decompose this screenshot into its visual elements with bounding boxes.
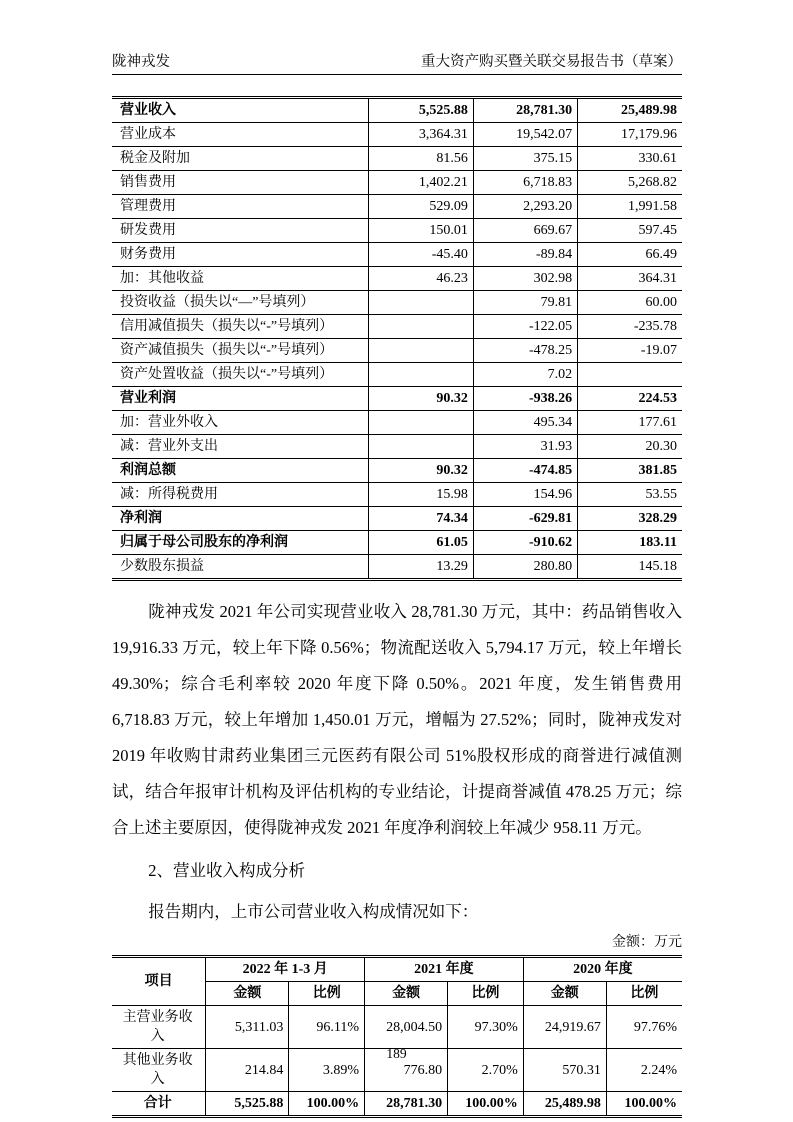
revenue-row-value: 100.00%	[606, 1092, 682, 1117]
income-row-label: 营业利润	[112, 387, 369, 411]
revenue-row-value: 100.00%	[289, 1092, 365, 1117]
income-row-label: 营业成本	[112, 123, 369, 147]
income-row	[112, 387, 682, 411]
income-row-value: 1,991.58	[578, 195, 682, 219]
revenue-row-label: 合计	[112, 1092, 206, 1117]
income-row-value: -938.26	[473, 387, 577, 411]
revenue-subheader-amount: 金额	[206, 982, 289, 1006]
unit-note: 金额：万元	[612, 935, 682, 950]
revenue-period-2021-header: 2021 年度	[365, 957, 524, 982]
income-table-body	[112, 98, 682, 580]
income-row	[112, 171, 682, 195]
revenue-composition-table	[112, 955, 682, 1118]
income-row-label: 销售费用	[112, 171, 369, 195]
income-row-value: -45.40	[369, 243, 474, 267]
revenue-row-value: 24,919.67	[523, 1006, 606, 1049]
income-row-label: 管理费用	[112, 195, 369, 219]
header-report-title: 重大资产购买暨关联交易报告书（草案）	[421, 54, 682, 70]
income-row-value: -235.78	[578, 315, 682, 339]
revenue-row-value: 3.89%	[289, 1049, 365, 1092]
revenue-row-value: 2.24%	[606, 1049, 682, 1092]
income-row	[112, 291, 682, 315]
revenue-subheader-ratio: 比例	[289, 982, 365, 1006]
income-row-value: 90.32	[369, 459, 474, 483]
revenue-row-value: 776.80	[365, 1049, 448, 1092]
income-row	[112, 531, 682, 555]
revenue-row-value: 5,311.03	[206, 1006, 289, 1049]
income-row-label: 资产处置收益（损失以“-”号填列）	[112, 363, 369, 387]
income-row-value: -478.25	[473, 339, 577, 363]
income-row-value: 25,489.98	[578, 98, 682, 123]
income-row-value: 302.98	[473, 267, 577, 291]
income-row-value: 74.34	[369, 507, 474, 531]
income-row	[112, 219, 682, 243]
revenue-subheader-ratio: 比例	[448, 982, 524, 1006]
revenue-subheader-amount: 金额	[365, 982, 448, 1006]
revenue-row-value: 28,004.50	[365, 1006, 448, 1049]
revenue-row-label: 其他业务收入	[112, 1049, 206, 1092]
revenue-subheader-amount: 金额	[523, 982, 606, 1006]
income-row	[112, 147, 682, 171]
income-row-value: 20.30	[578, 435, 682, 459]
income-row-label: 营业收入	[112, 98, 369, 123]
income-row-label: 信用减值损失（损失以“-”号填列）	[112, 315, 369, 339]
income-row-value: 53.55	[578, 483, 682, 507]
revenue-row-value: 214.84	[206, 1049, 289, 1092]
income-row-value: 28,781.30	[473, 98, 577, 123]
revenue-period-2020-header: 2020 年度	[523, 957, 682, 982]
revenue-row-value: 97.76%	[606, 1006, 682, 1049]
revenue-row-value: 570.31	[523, 1049, 606, 1092]
income-row-value: 66.49	[578, 243, 682, 267]
income-row-value	[369, 411, 474, 435]
income-row-value: 15.98	[369, 483, 474, 507]
income-row-value	[578, 363, 682, 387]
income-row-value: 224.53	[578, 387, 682, 411]
income-row-value: -910.62	[473, 531, 577, 555]
revenue-header-row-periods	[112, 957, 682, 982]
income-row-value: 3,364.31	[369, 123, 474, 147]
income-row-value: 381.85	[578, 459, 682, 483]
income-row	[112, 555, 682, 580]
income-row-label: 加：其他收益	[112, 267, 369, 291]
income-row-value: -629.81	[473, 507, 577, 531]
income-row-value: 495.34	[473, 411, 577, 435]
revenue-row-value: 2.70%	[448, 1049, 524, 1092]
revenue-row	[112, 1092, 682, 1117]
income-row-value: 6,718.83	[473, 171, 577, 195]
income-row-value: 60.00	[578, 291, 682, 315]
income-row	[112, 483, 682, 507]
income-row-value: 31.93	[473, 435, 577, 459]
income-row-value	[369, 291, 474, 315]
income-row-value	[369, 315, 474, 339]
revenue-row-value: 28,781.30	[365, 1092, 448, 1117]
income-row-value: 17,179.96	[578, 123, 682, 147]
income-row-value: 2,293.20	[473, 195, 577, 219]
income-row-value: 46.23	[369, 267, 474, 291]
income-row-label: 投资收益（损失以“—”号填列）	[112, 291, 369, 315]
income-row-value: 364.31	[578, 267, 682, 291]
income-row-label: 减：所得税费用	[112, 483, 369, 507]
revenue-row-value: 100.00%	[448, 1092, 524, 1117]
income-row-value: -474.85	[473, 459, 577, 483]
income-row-value: 597.45	[578, 219, 682, 243]
income-row	[112, 98, 682, 123]
income-row-label: 归属于母公司股东的净利润	[112, 531, 369, 555]
income-row	[112, 315, 682, 339]
header-company-name: 陇神戎发	[112, 54, 170, 70]
income-row-value: 5,525.88	[369, 98, 474, 123]
income-row	[112, 411, 682, 435]
income-row-value: 19,542.07	[473, 123, 577, 147]
page-header	[112, 50, 682, 75]
income-row-value: 150.01	[369, 219, 474, 243]
income-row-label: 利润总额	[112, 459, 369, 483]
income-row-value: 81.56	[369, 147, 474, 171]
income-statement-table	[112, 96, 682, 581]
revenue-row-value: 97.30%	[448, 1006, 524, 1049]
section-heading: 2、营业收入构成分析	[148, 861, 306, 880]
income-row-value: 13.29	[369, 555, 474, 580]
income-row-value: 1,402.21	[369, 171, 474, 195]
income-row	[112, 339, 682, 363]
income-row-value: -19.07	[578, 339, 682, 363]
income-row-value: 7.02	[473, 363, 577, 387]
income-row	[112, 243, 682, 267]
income-row	[112, 267, 682, 291]
revenue-subheader-ratio: 比例	[606, 982, 682, 1006]
revenue-row-value: 96.11%	[289, 1006, 365, 1049]
income-row	[112, 507, 682, 531]
income-row-label: 净利润	[112, 507, 369, 531]
income-row-label: 少数股东损益	[112, 555, 369, 580]
income-row	[112, 459, 682, 483]
revenue-col-item-header: 项目	[112, 957, 206, 1006]
income-row-value: 145.18	[578, 555, 682, 580]
income-row-value	[369, 339, 474, 363]
income-row-label: 财务费用	[112, 243, 369, 267]
intro-paragraph: 报告期内，上市公司营业收入构成情况如下：	[148, 902, 479, 921]
income-row-value: -89.84	[473, 243, 577, 267]
income-row-value	[369, 435, 474, 459]
income-row-value: 280.80	[473, 555, 577, 580]
income-row-label: 减：营业外支出	[112, 435, 369, 459]
analysis-paragraph: 陇神戎发 2021 年公司实现营业收入 28,781.30 万元，其中：药品销售收入 19,916.33 万元，较上年下降 0.56%；物流配送收入 5,794.17 万元，较上年增长 49.30%；综合毛利率较 2020 年度下降 0.50%。2021 年度，发生销售费用 6,718.83 万元，较上年增加 1,450.01 万元，增幅为 27.52%；同时，陇神戎发对 2019 年收购甘肃药业集团三元医药有限公司 51%股权形成的商誉进行减值测试，结合年报审计机构及评估机构的专业结论，计提商誉减值 478.25 万元；综合上述主要原因，使得陇神戎发 2021 年度净利润较上年减少 958.11 万元。	[112, 602, 682, 837]
income-row	[112, 195, 682, 219]
income-row-value: 183.11	[578, 531, 682, 555]
income-row-value: 375.15	[473, 147, 577, 171]
revenue-row	[112, 1006, 682, 1049]
revenue-row-label: 主营业务收入	[112, 1006, 206, 1049]
revenue-period-2022-header: 2022 年 1-3 月	[206, 957, 365, 982]
income-row	[112, 123, 682, 147]
income-row-value: 529.09	[369, 195, 474, 219]
income-row-label: 研发费用	[112, 219, 369, 243]
income-row-value: 177.61	[578, 411, 682, 435]
income-row-value: 61.05	[369, 531, 474, 555]
income-row-value: 79.81	[473, 291, 577, 315]
income-row-label: 资产减值损失（损失以“-”号填列）	[112, 339, 369, 363]
income-row-value: 5,268.82	[578, 171, 682, 195]
income-row-value: 669.67	[473, 219, 577, 243]
income-row-value: 330.61	[578, 147, 682, 171]
income-row	[112, 363, 682, 387]
page-number: 189	[386, 1046, 407, 1061]
income-row-value: 328.29	[578, 507, 682, 531]
income-row-label: 加：营业外收入	[112, 411, 369, 435]
income-row-label: 税金及附加	[112, 147, 369, 171]
income-row-value: 90.32	[369, 387, 474, 411]
revenue-row-value: 5,525.88	[206, 1092, 289, 1117]
revenue-row-value: 25,489.98	[523, 1092, 606, 1117]
income-row	[112, 435, 682, 459]
income-row-value: 154.96	[473, 483, 577, 507]
income-row-value: -122.05	[473, 315, 577, 339]
income-row-value	[369, 363, 474, 387]
